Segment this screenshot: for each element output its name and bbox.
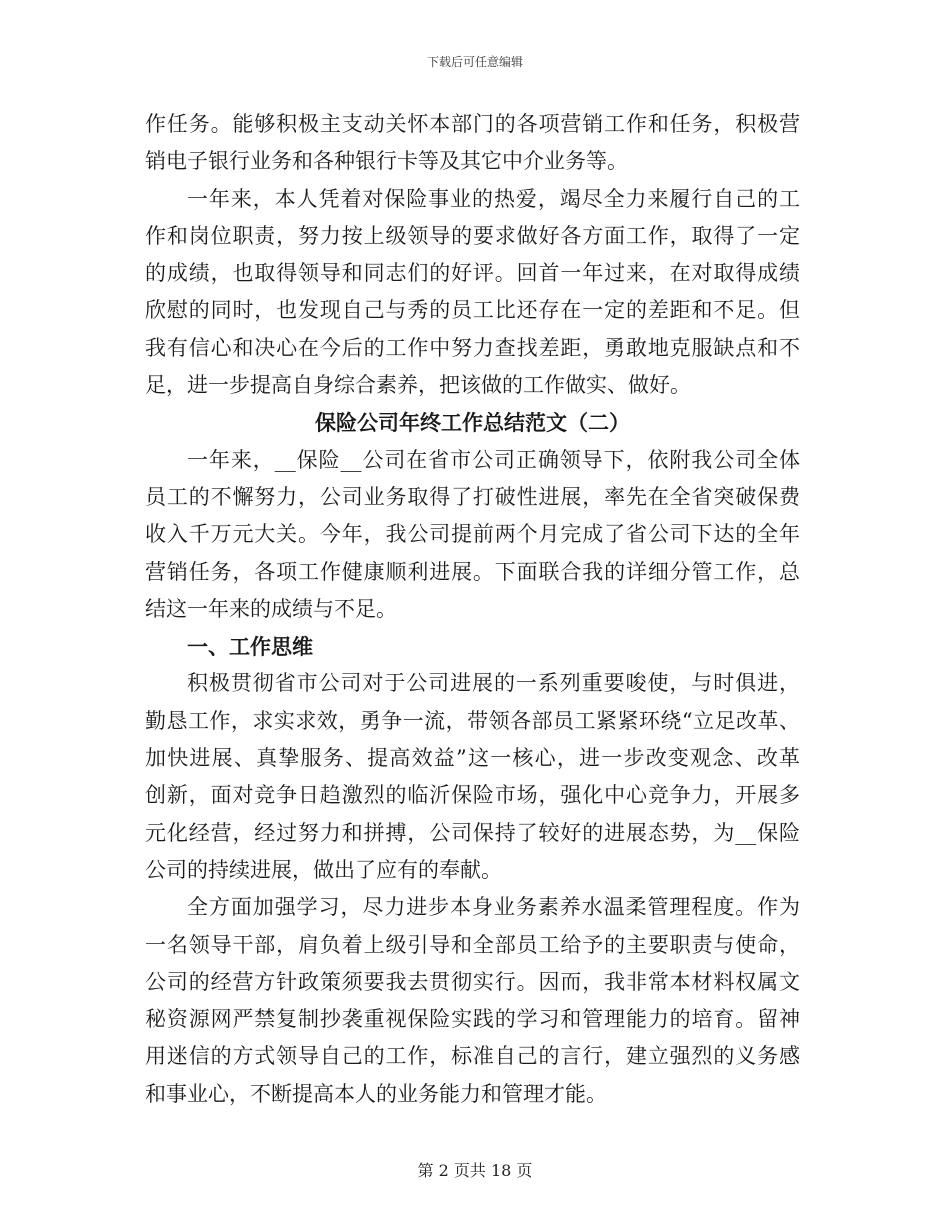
- text-line: 勤恳工作，求实求效，勇争一流，带领各部员工紧紧环绕“立足改革、: [145, 708, 800, 733]
- text-line: 欣慰的同时，也发现自己与秀的员工比还存在一定的差距和不足。但: [145, 298, 800, 323]
- text-line: 全方面加强学习，尽力进步本身业务素养水温柔管理程度。作为: [187, 895, 800, 920]
- text-line: 足，进一步提高自身综合素养，把该做的工作做实、做好。: [145, 373, 691, 398]
- text-line: 结这一年来的成绩与不足。: [145, 596, 397, 621]
- text-line: 用迷信的方式领导自己的工作，标准自己的言行，建立强烈的义务感: [145, 1044, 800, 1069]
- paragraph-continuation: [145, 106, 800, 181]
- text-line: 元化经营，经过努力和拼搏，公司保持了较好的进展态势，为__保险: [145, 820, 800, 845]
- text-line: 积极贯彻省市公司对于公司进展的一系列重要唆使，与时俱进，: [187, 671, 800, 696]
- page-number: 第 2 页共 18 页: [417, 1161, 533, 1180]
- paragraph-learning: [145, 889, 800, 1113]
- text-line: 公司的经营方针政策须要我去贯彻实行。因而，我非常本材料权属文: [145, 969, 800, 994]
- text-line: 作任务。能够积极主支动关怀本部门的各项营销工作和任务，积极营: [145, 112, 800, 136]
- text-line: 创新，面对竞争日趋激烈的临沂保险市场，强化中心竞争力，开展多: [145, 783, 800, 808]
- subsection-heading: 一、工作思维: [187, 634, 313, 660]
- text-line: 收入千万元大关。今年，我公司提前两个月完成了省公司下达的全年: [145, 522, 800, 547]
- text-line: 一年来，本人凭着对保险事业的热爱，竭尽全力来履行自己的工: [187, 186, 800, 211]
- text-line: 作和岗位职责，努力按上级领导的要求做好各方面工作，取得了一定: [145, 223, 800, 248]
- text-line: 一名领导干部，肩负着上级引导和全部员工给予的主要职责与使命，: [145, 932, 800, 957]
- text-line: 公司的持续进展，做出了应有的奉献。: [145, 857, 502, 882]
- text-line: 和事业心，不断提高本人的业务能力和管理才能。: [145, 1081, 607, 1106]
- text-line: 我有信心和决心在今后的工作中努力查找差距，勇敢地克服缺点和不: [145, 335, 800, 360]
- page-header: 下载后可任意编辑: [426, 55, 523, 69]
- section-title: 保险公司年终工作总结范文（二）: [315, 410, 630, 436]
- paragraph-thinking: [145, 665, 800, 889]
- text-line: 秘资源网严禁复制抄袭重视保险实践的学习和管理能力的培育。留神: [145, 1007, 800, 1032]
- text-line: 营销任务，各项工作健康顺利进展。下面联合我的详细分管工作，总: [145, 559, 800, 584]
- text-line: 员工的不懈努力，公司业务取得了打破性进展，率先在全省突破保费: [145, 484, 800, 509]
- document-body: [145, 106, 800, 1113]
- text-line: 加快进展、真挚服务、提高效益”这一核心，进一步改变观念、改革: [145, 746, 800, 771]
- paragraph-intro: [145, 442, 800, 628]
- paragraph-summary: [145, 181, 800, 405]
- text-line: 一年来，__保险__公司在省市公司正确领导下，依附我公司全体: [187, 447, 800, 472]
- text-line: 销电子银行业务和各种银行卡等及其它中介业务等。: [145, 149, 628, 174]
- text-line: 的成绩，也取得领导和同志们的好评。回首一年过来，在对取得成绩: [145, 261, 800, 286]
